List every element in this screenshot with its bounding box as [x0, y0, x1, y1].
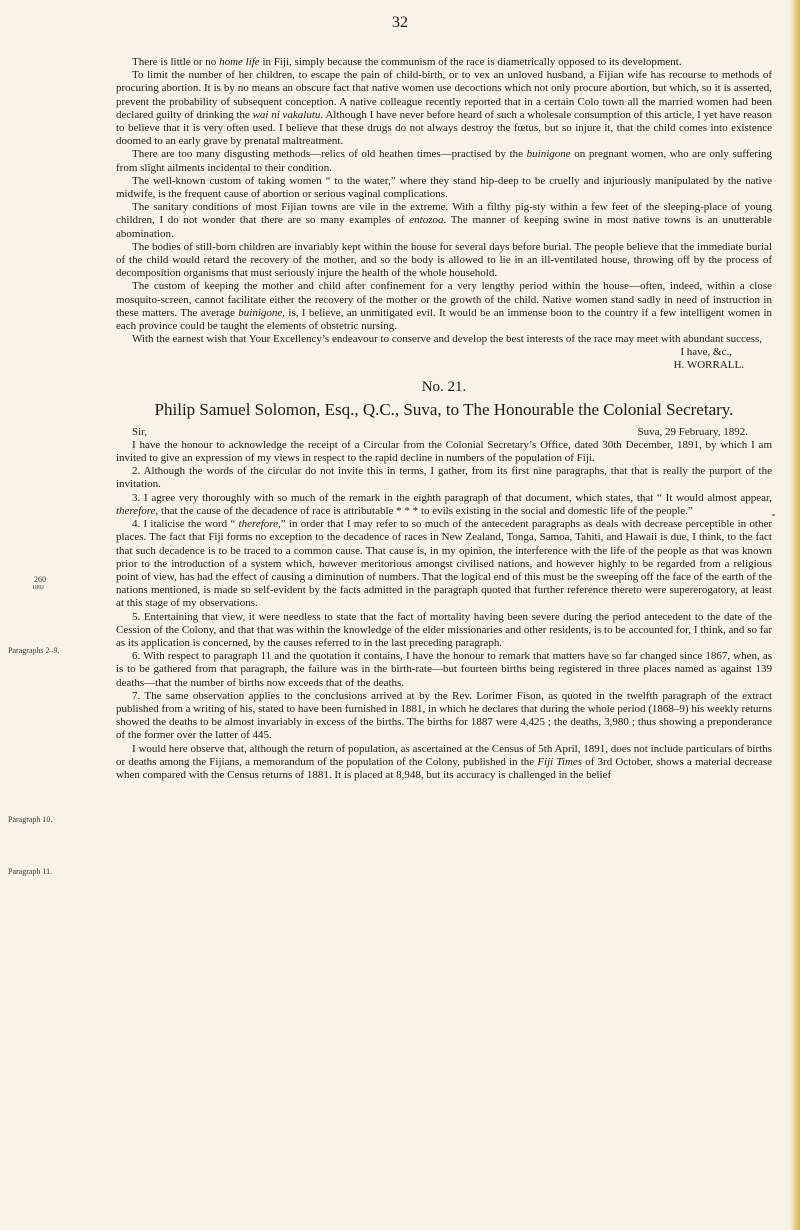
paragraph: There are too many disgusting methods—relics of old heathen times—practised by the buinigone on pregnant women, who are only suffering from slight ailments incidental to their condition. [116, 148, 772, 174]
signoff-name: H. WORRALL. [673, 359, 744, 372]
paragraph: To limit the number of her children, to escape the pain of child-birth, or to vex an unloved husband, a Fijian wife has recourse to methods of procuring abortion. It is by no means an obscure fact that native women use decoctions which not only procure abortion, but which, so it is asserted, prevent the probability of subsequent conception. A native colleague recently reported that in a certain Colo town all the married women had been declared guilty of drinking the wai ni vakalutu. Although I have never before heard of such a wholesale consumption of this article, I yet have reason to believe that it is very often used. I believe that these drugs do not always destroy the fœtus, but so injure it, that the child comes into existence doomed to an early grave by prenatal maltreatment. [116, 69, 772, 148]
ink-speck [772, 514, 775, 516]
paragraph: I would here observe that, although the return of population, as ascertained at the Census of 5th April, 1891, does not include particulars of births or deaths among the Fijians, a memorandum of the population of the Colony, published in the Fiji Times of 3rd October, shows a material decrease when compared with the Census returns of 1881. It is placed at 8,948, but its accuracy is challenged in the belief [116, 742, 773, 781]
paragraph: I have the honour to acknowledge the receipt of a Circular from the Colonial Secretary’s Office, dated 30th December, 1891, by which I am invited to give an expression of my views in respect to the rapid decline in numbers of the population of Fiji. [116, 438, 772, 465]
paragraph: 7. The same observation applies to the conclusions arrived at by the Rev. Lorimer Fison, as quoted in the twelfth paragraph of the extract published from a writing of his, stated to have been furnished in 1881, in which he declares that during the whole period (1868–9) his weekly returns showed the deaths to be almost invariably in excess of the births. The births for 1887 were 4,425 ; the deaths, 3,980 ; thus showing a preponderance of the former over the latter of 445. [116, 689, 772, 742]
margin-note-paragraph-11: Paragraph 11. [8, 867, 53, 876]
paragraph: The custom of keeping the mother and child after confinement for a very lengthy period within the house—often, indeed, within a close mosquito-screen, cannot facilitate either the recovery of the mother or the growth of the child. Native women stand sadly in need of instruction in these matters. The average buinigone, is, I believe, an unmitigated evil. It would be an immense boon to the country if a few intelligent women in each province could be taught the elements of obstetric nursing. [116, 280, 773, 333]
paragraph: The well-known custom of taking women “ to the water,” where they stand hip-deep to be cruelly and injuriously manipulated by the native midwife, is the frequent cause of abortion or serious vaginal complications. [116, 174, 772, 201]
letter-title: Philip Samuel Solomon, Esq., Q.C., Suva, to The Honourable the Colonial Secretary. [154, 399, 734, 419]
paragraph: The sanitary conditions of most Fijian towns are vile in the extreme. With a filthy pig-sty within a few feet of the sleeping-place of young children, I do not wonder that there are so many examples of entozoa. The manner of keeping swine in most native towns is an unutterable abomination. [116, 201, 772, 240]
margin-note-paragraphs-2-9: Paragraphs 2–9. [8, 646, 60, 655]
margin-note-paragraph-10: Paragraph 10. [8, 815, 53, 824]
paragraph: 3. I agree very thoroughly with so much of the remark in the eighth paragraph of that document, which states, that “ It would almost appear, therefore, that the cause of the decadence of race is attributable * * * to evils existing in the social and domestic life of the people.” [116, 491, 772, 517]
dateline: Suva, 29 February, 1892. [637, 425, 748, 438]
page-edge [790, 0, 800, 1230]
signoff [116, 346, 744, 372]
paragraph: 5. Entertaining that view, it were needless to state that the fact of mortality having been severe during the period antecedent to the date of the Cession of the Colony, and that that was within the knowledge of the elder missionaries and other residents, is to be accounted for, I think, and so far as its application is concerned, by the causes referred to in the last preceding paragraph. [116, 610, 772, 649]
margin-ref-bottom: 1892 [32, 585, 44, 591]
paragraph: With the earnest wish that Your Excellency’s endeavour to conserve and develop the best interests of the race may meet with abundant success, [132, 333, 763, 346]
salutation: Sir, [132, 425, 148, 438]
paragraph: 6. With respect to paragraph 11 and the quotation it contains, I have the honour to remark that matters have so far changed since 1867, when, as is to be gathered from that paragraph, the failure was in the birth-rate—but fourteen births being registered in three places named as against 139 deaths—that the number of births now exceeds that of the deaths. [116, 650, 772, 689]
signoff-line: I have, &c., [680, 346, 732, 359]
margin-ref-top: 260 [34, 575, 46, 584]
paragraph: 2. Although the words of the circular do not invite this in terms, I gather, from its first nine paragraphs, that that is really the purport of the invitation. [116, 465, 772, 491]
text-column [116, 56, 772, 782]
paragraph: The bodies of still-born children are invariably kept within the house for several days before burial. The people believe that the immediate burial of the child would retard the recovery of the mother, and so the body is allowed to lie in an ill-ventilated house, throwing off by the process of decomposition organisms that must seriously injure the health of the whole household. [116, 240, 772, 280]
section-number: No. 21. [421, 379, 467, 396]
page-number: 32 [392, 14, 408, 31]
paragraph: 4. I italicise the word “ therefore,” in order that I may refer to so much of the antecedent paragraphs as deals with decrease perceptible in other places. The fact that Fiji forms no exception to the decadence of races in New Zealand, Tonga, Samoa, Tahiti, and Hawaii is due, I think, to the fact that such decadence is to be traced to a common cause. That cause is, in my opinion, the interference with the life of the people as that was known prior to the introduction of a system which, however meritorious amongst civilised nations, and however highly to be regarded from a religious point of view, has had the effect of causing a diminution of numbers. That the logical end of this must be the sweeping off the face of the earth of the nations mentioned, is made so self-evident by the facts admitted in the paragraph quoted that further reference thereto were supererogatory, at least at this stage of my observations. [116, 518, 772, 610]
paragraph: There is little or no home life in Fiji, simply because the communism of the race is diametrically opposed to its development. [132, 56, 682, 68]
salutation-row [116, 426, 772, 439]
